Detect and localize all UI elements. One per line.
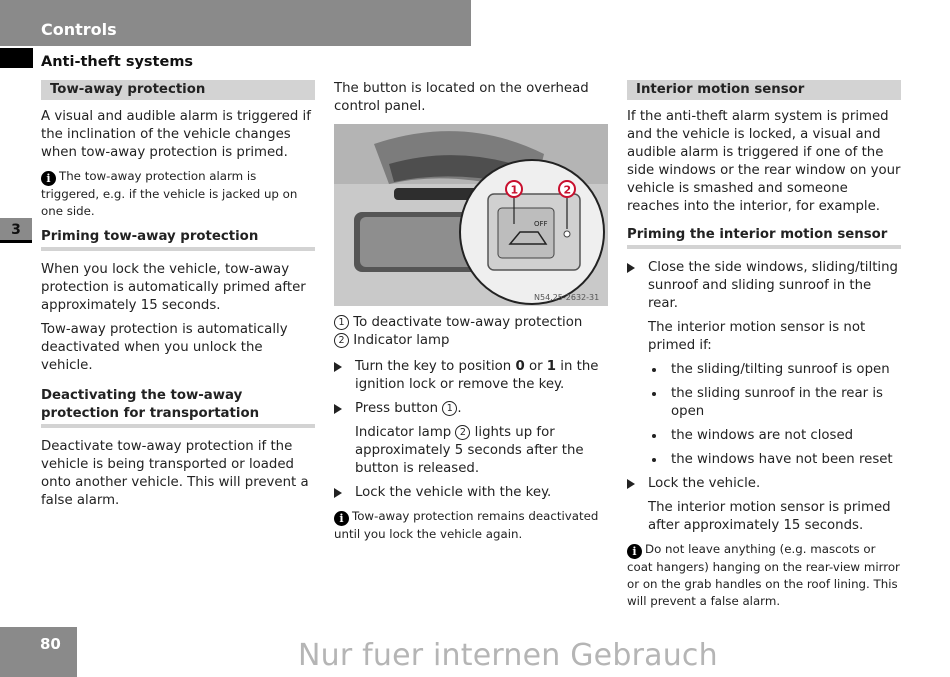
position-1: 1	[546, 359, 557, 374]
priming-paragraph-1: When you lock the vehicle, tow-away protection is automatically primed after approximately 15 seconds.	[41, 262, 306, 313]
button-location-text: The button is located on the overhead control panel.	[334, 81, 589, 114]
mirror-note-text: Do not leave anything (e.g. mascots or coat hangers) hanging on the rear-view mirror or on the grab handles on the roof lining. This will prevent a false alarm.	[627, 542, 900, 608]
priming-paragraph-2: Tow-away protection is automatically deactivated when you unlock the vehicle.	[41, 322, 288, 373]
bullet-text: the windows are not closed	[671, 428, 854, 443]
figure-callout-1: 1	[510, 183, 519, 197]
step-text: in the ignition lock or remove the key.	[355, 359, 599, 392]
step-arrow-icon	[334, 362, 342, 372]
priming-sensor-heading: Priming the interior motion sensor	[627, 226, 901, 249]
deactivating-paragraph: Deactivate tow-away protection if the vehicle is being transported or loaded onto another vehicle. This will prevent a false alarm.	[41, 439, 309, 508]
step-lock-vehicle-2	[627, 475, 901, 493]
step-arrow-icon	[627, 479, 635, 489]
info-icon: i	[334, 511, 349, 526]
info-icon: i	[41, 171, 56, 186]
chapter-tab-underline	[0, 240, 32, 243]
figure-callout-2: 2	[563, 183, 572, 197]
deactivated-note	[334, 508, 608, 543]
section-title: Anti-theft systems	[41, 54, 194, 70]
bullet-icon	[652, 392, 656, 396]
step-arrow-icon	[627, 263, 635, 273]
step-text: or	[524, 359, 547, 374]
bullet-text: the sliding sunroof in the rear is open	[671, 386, 883, 419]
list-item	[627, 361, 901, 379]
off-label: OFF	[534, 220, 548, 228]
deactivated-note-text: Tow-away protection remains deactivated until you lock the vehicle again.	[334, 509, 599, 541]
step-close-windows	[627, 259, 901, 313]
legend-item-1	[334, 314, 608, 332]
priming-heading: Priming tow-away protection	[41, 228, 315, 251]
step-text: Turn the key to position	[355, 359, 516, 374]
legend-num-2: 2	[334, 333, 349, 348]
legend-text-1: To deactivate tow-away protection	[353, 315, 583, 330]
step-arrow-icon	[334, 404, 342, 414]
interior-sensor-heading: Interior motion sensor	[627, 80, 901, 100]
tow-away-intro: A visual and audible alarm is triggered if the inclination of the vehicle changes when tow-away protection is primed.	[41, 109, 311, 160]
left-column	[41, 80, 315, 516]
step-text: Close the side windows, sliding/tilting sunroof and sliding sunroof in the rear.	[648, 260, 898, 311]
mirror-note	[627, 541, 901, 610]
step-lock-vehicle	[334, 484, 608, 502]
figure-code: N54.25-2632-31	[534, 293, 600, 302]
step-text: lights up for approximately 5 seconds after the button is released.	[355, 425, 584, 476]
page-number-box	[0, 627, 77, 677]
bullet-icon	[652, 434, 656, 438]
button-ref-1: 1	[442, 401, 457, 416]
bullet-icon	[652, 368, 656, 372]
bullet-text: the windows have not been reset	[671, 452, 893, 467]
right-column	[627, 80, 901, 618]
step-turn-key	[334, 358, 608, 394]
section-marker	[0, 48, 33, 68]
step-text: Lock the vehicle.	[648, 476, 761, 491]
deactivating-heading: Deactivating the tow-away protection for transportation	[41, 387, 315, 428]
bullet-icon	[652, 458, 656, 462]
indicator-lamp-text	[334, 424, 608, 478]
tow-away-note-text: The tow-away protection alarm is triggered, e.g. if the vehicle is jacked up on one side.	[41, 169, 298, 218]
position-0: 0	[515, 359, 525, 374]
middle-column	[334, 80, 608, 551]
sensor-primed-text: The interior motion sensor is primed after approximately 15 seconds.	[648, 500, 891, 533]
info-icon: i	[627, 544, 642, 559]
interior-sensor-intro: If the anti-theft alarm system is primed and the vehicle is locked, a visual and audible alarm is triggered if one of the side windows or the rear window on your vehicle is smashed and someone reaches into the interior, for example.	[627, 109, 901, 214]
overhead-panel-figure	[334, 124, 608, 306]
step-text: Press button	[355, 401, 443, 416]
list-item	[627, 451, 901, 469]
step-text: .	[457, 401, 462, 416]
overhead-panel-illustration	[334, 124, 608, 306]
step-arrow-icon	[334, 488, 342, 498]
bullet-text: the sliding/tilting sunroof is open	[671, 362, 890, 377]
lamp-ref-2: 2	[455, 425, 470, 440]
page-number: 80	[40, 635, 61, 653]
tow-away-note	[41, 168, 315, 220]
legend-item-2	[334, 332, 608, 350]
legend-num-1: 1	[334, 315, 349, 330]
list-item	[627, 427, 901, 445]
chapter-tab: 3	[0, 218, 32, 242]
list-item	[627, 385, 901, 421]
page-header-title: Controls	[41, 20, 117, 39]
step-text: Lock the vehicle with the key.	[355, 485, 552, 500]
not-primed-text: The interior motion sensor is not primed if:	[648, 320, 866, 353]
tow-away-heading: Tow-away protection	[41, 80, 315, 100]
watermark: Nur fuer internen Gebrauch	[298, 638, 718, 673]
step-text: Indicator lamp	[355, 425, 456, 440]
step-press-button	[334, 400, 608, 418]
legend-text-2: Indicator lamp	[353, 333, 450, 348]
